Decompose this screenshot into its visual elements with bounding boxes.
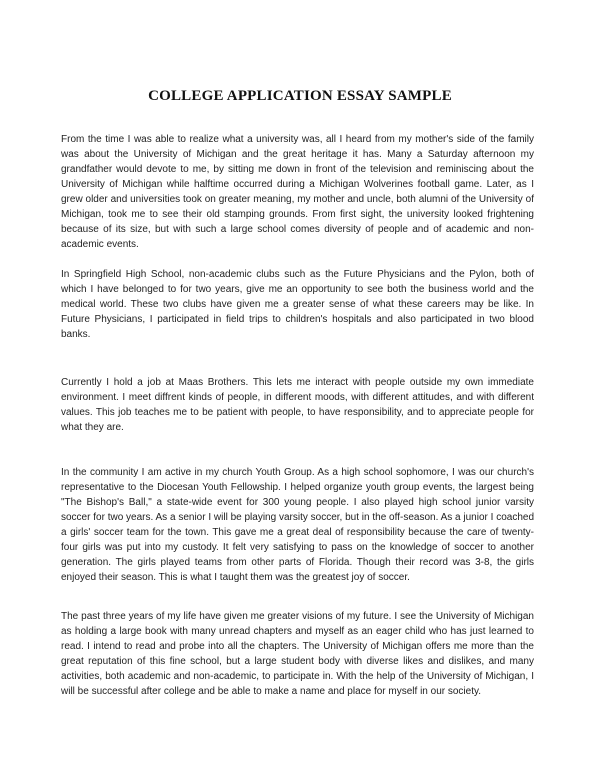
essay-paragraph-4: In the community I am active in my church Youth Group. As a high school sophomore, I was our church's representative to the Diocesan Youth Fellowship. I helped organize youth group events, the largest being "The Bishop's Ball," a state-wide event for 300 young people. I also played high school junior varsity soccer for two years. As a senior I will be playing varsity soccer, but in the off-season. As a junior I coached a girls' soccer team for the town. This gave me a great deal of responsibility because the care of twenty-four girls was put into my custody. It felt very satisfying to pass on the knowledge of soccer to another generation. The girls played teams from other parts of Florida. Though their record was 3-8, the girls enjoyed their season. This is what I taught them was the greatest joy of soccer. <box>61 467 534 583</box>
essay-paragraph-1: From the time I was able to realize what a university was, all I heard from my mother's side of the family was about the University of Michigan and the great heritage it has. Many a Saturday afternoon my grandfather would devote to me, by sitting me down in front of the television and reminiscing about the University of Michigan while halftime occurred during a Michigan Wolverines football game. Later, as I grew older and universities took on greater meaning, my mother and uncle, both alumni of the University of Michigan, took me to see their old stamping grounds. From first sight, the university looked frightening because of its size, but with such a large school comes diversity of people and of academic and non-academic events. <box>61 134 534 250</box>
essay-paragraph-5: The past three years of my life have given me greater visions of my future. I see the University of Michigan as holding a large book with many unread chapters and myself as an eager child who has just learned to read. I intend to read and probe into all the chapters. The University of Michigan offers me more than the great reputation of this fine school, but a large student body with diverse likes and dislikes, and many activities, both academic and non-academic, to participate in. With the help of the University of Michigan, I will be successful after college and be able to make a name and place for myself in our society. <box>61 611 534 697</box>
essay-paragraph-3: Currently I hold a job at Maas Brothers. This lets me interact with people outside my own immediate environment. I meet diffrent kinds of people, in different moods, with different attitudes, and with different values. This job teaches me to be patient with people, to have responsibility, and to appreciate people for what they are. <box>61 377 534 433</box>
document-title: COLLEGE APPLICATION ESSAY SAMPLE <box>148 88 452 104</box>
essay-paragraph-2: In Springfield High School, non-academic clubs such as the Future Physicians and the Pylon, both of which I have belonged to for two years, give me an opportunity to see both the business world and the medical world. These two clubs have given me a greater sense of what these careers may be like. In Future Physicians, I participated in field trips to children's hospitals and also participated in two blood banks. <box>61 269 534 340</box>
